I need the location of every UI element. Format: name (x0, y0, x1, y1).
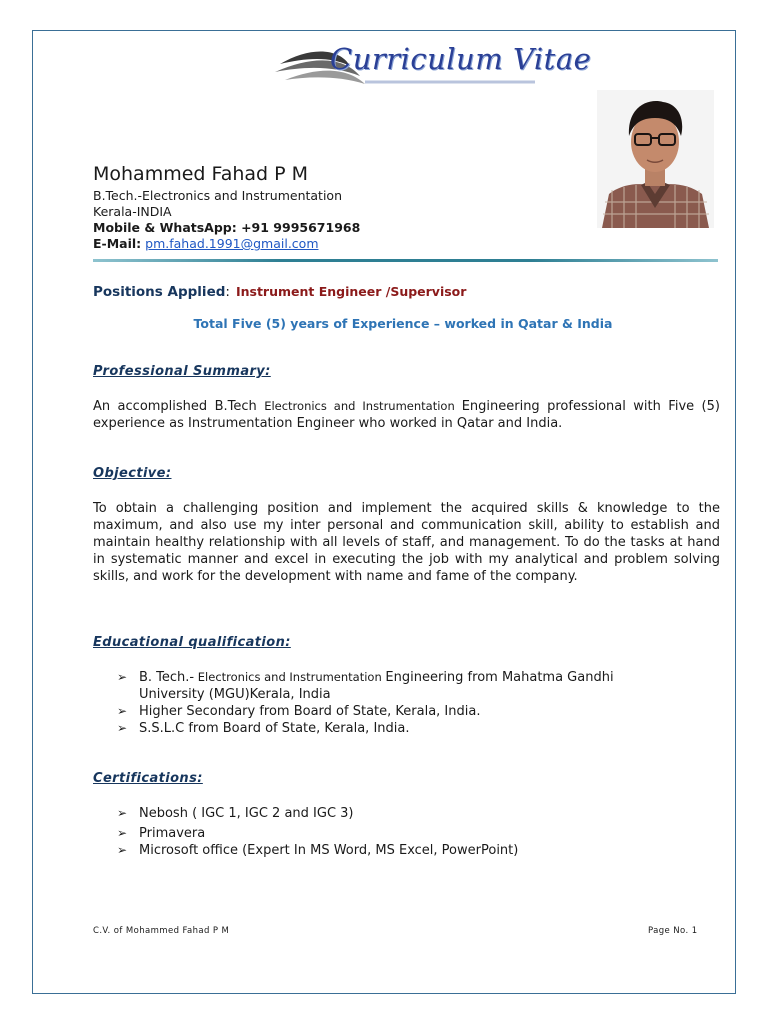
summary-part3: Engineering professional with Five (5) experience as Instrumentation Engineer who worked in Qatar and India. (93, 399, 720, 431)
certifications-heading: Certifications: (93, 771, 203, 786)
footer-page-number: Page No. 1 (648, 926, 698, 936)
location-line: Kerala-INDIA (93, 204, 172, 219)
objective-heading: Objective: (93, 466, 172, 481)
email-label: E-Mail: (93, 236, 142, 251)
list-item (117, 805, 697, 822)
edu-item1-a: B. Tech.- (139, 670, 195, 685)
list-item (117, 669, 677, 703)
edu-item1-c: Engineering from Mahatma Gandhi University (MGU)Kerala, India (139, 670, 614, 702)
list-item (117, 720, 677, 737)
candidate-name: Mohammed Fahad P M (93, 163, 309, 185)
arrow-bullet-icon: ➢ (117, 843, 128, 857)
mobile-line (93, 220, 360, 236)
professional-summary-text (93, 398, 720, 432)
certifications-list (117, 805, 697, 859)
edu-item3: S.S.L.C from Board of State, Kerala, India. (139, 721, 410, 736)
degree-line: B.Tech.-Electronics and Instrumentation (93, 188, 342, 203)
footer-left: C.V. of Mohammed Fahad P M (93, 926, 230, 936)
list-item (117, 842, 697, 859)
positions-label: Positions Applied (93, 284, 226, 300)
arrow-bullet-icon: ➢ (117, 704, 128, 718)
positions-colon: : (225, 284, 230, 300)
list-item (117, 703, 677, 720)
edu-item2: Higher Secondary from Board of State, Kerala, India. (139, 704, 481, 719)
objective-text: To obtain a challenging position and implement the acquired skills & knowledge to the maximum, and also use my inter personal and communication skill, ability to establish and maintain healthy relationship with all levels of staff, and management. To do the tasks at hand in systematic manner and excel in executing the job with my analytical and problem solving skills, and work for the development with name and fame of the company. (93, 501, 720, 584)
professional-summary-heading: Professional Summary: (93, 364, 271, 379)
cert-item-3: Microsoft office (Expert In MS Word, MS Excel, PowerPoint) (139, 843, 519, 858)
arrow-bullet-icon: ➢ (117, 670, 128, 684)
positions-applied (93, 284, 466, 300)
education-list (117, 669, 677, 737)
logo-text: Curriculum Vitae (330, 42, 592, 76)
list-item (117, 825, 697, 842)
mobile-value: +91 9995671968 (236, 220, 361, 235)
arrow-bullet-icon: ➢ (117, 826, 128, 840)
profile-photo (597, 90, 714, 228)
arrow-bullet-icon: ➢ (117, 806, 128, 820)
summary-part2: Electronics and Instrumentation (264, 399, 462, 413)
mobile-label: Mobile & WhatsApp: (93, 220, 237, 235)
cert-item-2: Primavera (139, 826, 206, 841)
education-heading: Educational qualification: (93, 635, 291, 650)
header-divider (93, 259, 718, 262)
summary-part1: An accomplished B.Tech (93, 399, 265, 414)
contact-block (93, 188, 360, 252)
email-link[interactable]: pm.fahad.1991@gmail.com (145, 236, 319, 251)
edu-item1-b: Electronics and Instrumentation (194, 670, 386, 684)
email-line (93, 236, 360, 252)
experience-summary: Total Five (5) years of Experience – worked in Qatar & India (193, 316, 613, 331)
positions-value: Instrument Engineer /Supervisor (235, 284, 467, 299)
arrow-bullet-icon: ➢ (117, 721, 128, 735)
cert-item-1: Nebosh ( IGC 1, IGC 2 and IGC 3) (139, 806, 354, 821)
